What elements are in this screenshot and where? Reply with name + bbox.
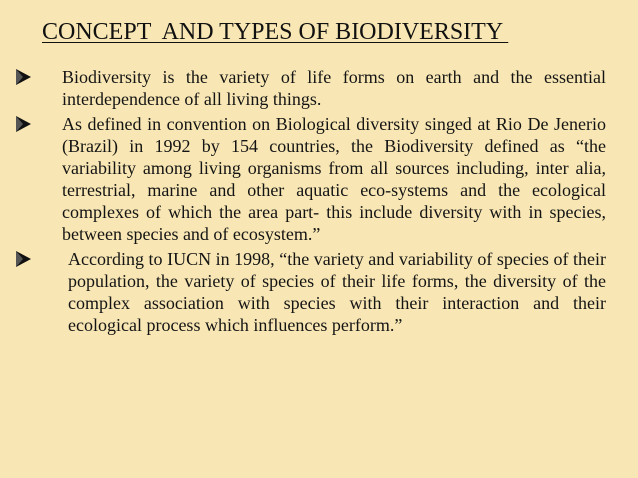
arrow-bullet-icon bbox=[14, 115, 32, 133]
bullet-text: According to IUCN in 1998, “the variety and variability of species of their population, the variety of species of their life forms, the diversity of the complex association with species with their interaction and their ecological process which influences perform.” bbox=[68, 249, 606, 335]
bullet-list bbox=[14, 66, 606, 339]
arrow-bullet-icon bbox=[14, 250, 32, 268]
bullet-item bbox=[14, 113, 606, 245]
arrow-bullet-icon bbox=[14, 68, 32, 86]
bullet-text: Biodiversity is the variety of life forms on earth and the essential interdependence of all living things. bbox=[62, 67, 606, 109]
slide-title: CONCEPT AND TYPES OF BIODIVERSITY bbox=[42, 19, 509, 45]
bullet-text: As defined in convention on Biological diversity singed at Rio De Jenerio (Brazil) in 1992 by 154 countries, the Biodiversity defined as “the variability among living organisms from all sources including, inter alia, terrestrial, marine and other aquatic eco-systems and the ecological complexes of which the area part- this include diversity with in species, between species and of ecosystem.” bbox=[62, 114, 606, 244]
bullet-item bbox=[14, 248, 606, 336]
bullet-item bbox=[14, 66, 606, 110]
